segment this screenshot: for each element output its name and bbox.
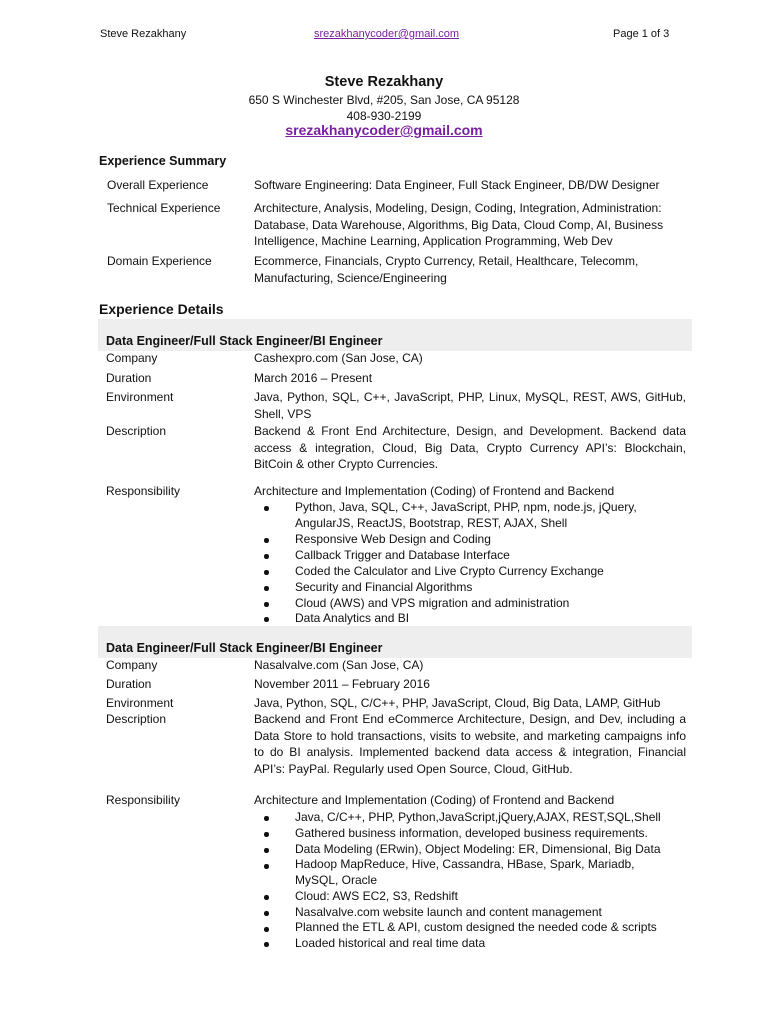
list-item: Java, C/C++, PHP, Python,JavaScript,jQuery,AJAX, REST,SQL,Shell (295, 810, 661, 824)
bullet-icon (264, 911, 269, 916)
list-item: Coded the Calculator and Live Crypto Currency Exchange (295, 564, 604, 578)
page-number: Page 1 of 3 (613, 28, 670, 40)
bullet-icon (264, 927, 269, 932)
bullet-icon (264, 942, 269, 947)
list-item: Security and Financial Algorithms (295, 580, 473, 594)
responsibility-value: Architecture and Implementation (Coding) of Frontend and Backend (254, 793, 615, 807)
field-label: Company (106, 351, 158, 365)
bullet-icon (264, 506, 269, 511)
bullet-icon (264, 538, 269, 543)
field-label: Environment (106, 696, 174, 710)
field-label: Duration (106, 371, 152, 385)
field-label: Description (106, 712, 167, 726)
field-label: Responsibility (106, 484, 181, 498)
description-value: Backend & Front End Architecture, Design, and Development. Backend data access & integration, Cloud, Big Data, Crypto Currency API’s: Blockchain, BitCoin & other Crypto Currencies. (254, 424, 686, 471)
list-item: Responsive Web Design and Coding (295, 532, 491, 546)
experience-details-heading: Experience Details (99, 301, 224, 317)
phone: 408-930-2199 (346, 109, 422, 123)
bullet-icon (264, 816, 269, 821)
environment-value: Java, Python, SQL, C++, JavaScript, PHP, Linux, MySQL, REST, AWS, GitHub, Shell, VPS (254, 390, 686, 421)
list-item: Cloud (AWS) and VPS migration and administration (295, 596, 570, 610)
description-value: Backend and Front End eCommerce Architecture, Design, and Dev, including a Data Store to hold transactions, visits to website, and marketing campaigns info to do BI analysis. Implemented backend data access & integration, Financial API’s: PayPal. Regularly used Open Source, Cloud, GitHub. (254, 712, 686, 776)
list-item: Data Analytics and BI (295, 611, 410, 625)
page-header-email-link[interactable]: srezakhanycoder@gmail.com (314, 28, 460, 40)
duration-value: November 2011 – February 2016 (254, 677, 430, 691)
bullet-icon (264, 864, 269, 869)
bullet-icon (264, 554, 269, 559)
resume-name: Steve Rezakhany (324, 74, 444, 90)
summary-value: Architecture, Analysis, Modeling, Design, Coding, Integration, Administration: Database, Data Warehouse, Algorithms, Big Data, Cloud Comp, AI, Business Intelligence, Machine Learning, Application Programming, Web Dev (254, 201, 664, 248)
list-item: Loaded historical and real time data (295, 936, 486, 950)
job-title: Data Engineer/Full Stack Engineer/BI Engineer (106, 641, 383, 655)
list-item: Python, Java, SQL, C++, JavaScript, PHP, npm, node.js, jQuery, AngularJS, ReactJS, Bootstrap, REST, AJAX, Shell (295, 500, 637, 530)
duration-value: March 2016 – Present (254, 371, 373, 385)
responsibility-value: Architecture and Implementation (Coding) of Frontend and Backend (254, 484, 615, 498)
bullet-icon (264, 895, 269, 900)
environment-value: Java, Python, SQL, C/C++, PHP, JavaScript, Cloud, Big Data, LAMP, GitHub (254, 696, 661, 710)
list-item: Nasalvalve.com website launch and content management (295, 905, 602, 919)
email-link[interactable]: srezakhanycoder@gmail.com (285, 122, 483, 138)
list-item: Data Modeling (ERwin), Object Modeling: ER, Dimensional, Big Data (295, 842, 661, 856)
field-label: Company (106, 658, 158, 672)
list-item: Planned the ETL & API, custom designed the needed code & scripts (295, 920, 657, 934)
list-item: Cloud: AWS EC2, S3, Redshift (295, 889, 458, 903)
summary-label: Technical Experience (107, 201, 221, 215)
summary-value: Ecommerce, Financials, Crypto Currency, Retail, Healthcare, Telecomm, Manufacturing, Science/Engineering (254, 254, 639, 285)
company-value: Cashexpro.com (San Jose, CA) (254, 351, 423, 365)
company-value: Nasalvalve.com (San Jose, CA) (254, 658, 424, 672)
summary-value: Software Engineering: Data Engineer, Full Stack Engineer, DB/DW Designer (254, 178, 660, 192)
bullet-icon (264, 570, 269, 575)
field-label: Environment (106, 390, 174, 404)
address: 650 S Winchester Blvd, #205, San Jose, CA 95128 (248, 93, 520, 107)
list-item: Callback Trigger and Database Interface (295, 548, 510, 562)
field-label: Duration (106, 677, 152, 691)
bullet-icon (264, 848, 269, 853)
experience-summary-heading: Experience Summary (99, 154, 227, 168)
summary-label: Overall Experience (107, 178, 209, 192)
list-item: Hadoop MapReduce, Hive, Cassandra, HBase, Spark, Mariadb, MySQL, Oracle (295, 857, 635, 887)
bullet-icon (264, 832, 269, 837)
field-label: Description (106, 424, 167, 438)
bullet-icon (264, 586, 269, 591)
bullet-icon (264, 617, 269, 622)
bullet-icon (264, 602, 269, 607)
field-label: Responsibility (106, 793, 181, 807)
page-header-name: Steve Rezakhany (100, 28, 187, 40)
list-item: Gathered business information, developed business requirements. (295, 826, 648, 840)
summary-label: Domain Experience (107, 254, 212, 268)
job-title: Data Engineer/Full Stack Engineer/BI Engineer (106, 334, 383, 348)
